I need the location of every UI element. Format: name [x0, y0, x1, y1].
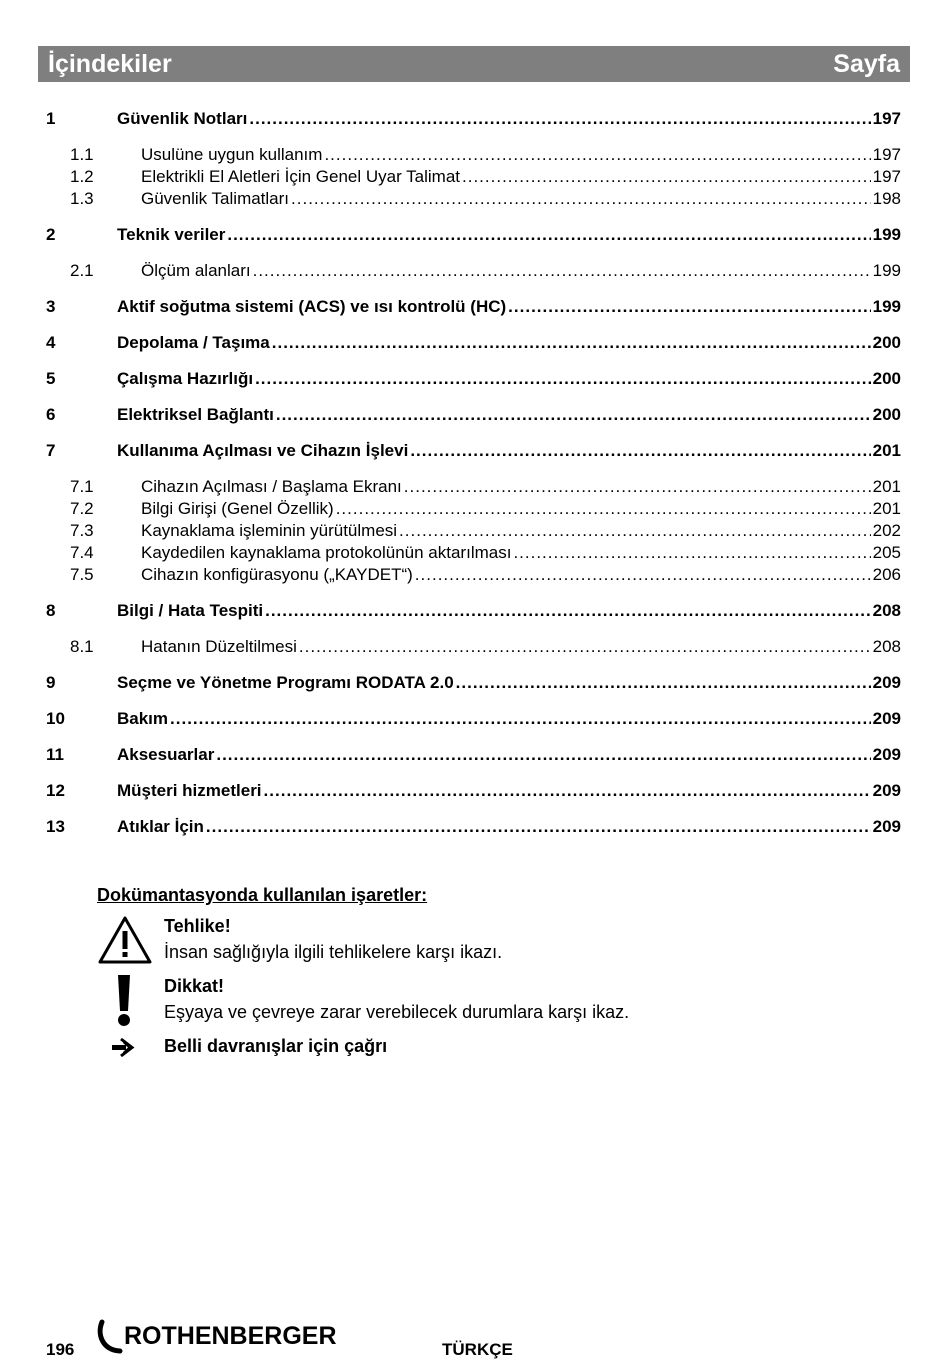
- toc-number: 8.1: [70, 637, 94, 656]
- toc-page-number: 209: [872, 673, 901, 692]
- toc-number: 7.4: [70, 543, 94, 562]
- toc-entry-title: Elektriksel Bağlantı: [117, 405, 274, 424]
- toc-subsection-row[interactable]: [46, 636, 901, 658]
- toc-number: 7.2: [70, 499, 94, 518]
- toc-number: 12: [46, 781, 65, 800]
- toc-page-number: 205: [872, 543, 901, 562]
- toc-entry-title: Aksesuarlar: [117, 745, 215, 764]
- dot-leader: [170, 708, 871, 730]
- toc-number: 5: [46, 369, 56, 388]
- toc-entry-title: Ölçüm alanları: [141, 261, 251, 280]
- legend-caution: [97, 973, 797, 1031]
- toc-entry-title: Cihazın konfigürasyonu („KAYDET“): [141, 565, 413, 584]
- toc-number: 7.5: [70, 565, 94, 584]
- toc-number: 2.1: [70, 261, 94, 280]
- toc-page-number: 209: [872, 781, 901, 800]
- toc-entry-title: Depolama / Taşıma: [117, 333, 270, 352]
- toc-entry-title: Seçme ve Yönetme Programı RODATA 2.0: [117, 673, 454, 692]
- toc-page-number: 200: [872, 405, 901, 424]
- toc-entry-title: Bakım: [117, 709, 169, 728]
- toc-number: 7: [46, 441, 56, 460]
- page-column-label: Sayfa: [833, 49, 900, 78]
- toc-subsection-row[interactable]: [46, 166, 901, 188]
- toc-section-row[interactable]: [46, 332, 901, 354]
- dot-leader: [324, 144, 870, 166]
- toc-entry-title: Aktif soğutma sistemi (ACS) ve ısı kontrolü (HC): [117, 297, 507, 316]
- toc-entry-title: Bilgi Girişi (Genel Özellik): [141, 499, 334, 518]
- toc-entry-title: Kullanıma Açılması ve Cihazın İşlevi: [117, 441, 409, 460]
- toc-number: 1: [46, 109, 56, 128]
- toc-section-row[interactable]: [46, 296, 901, 318]
- warning-triangle-icon: [97, 915, 153, 965]
- dot-leader: [508, 296, 870, 318]
- language-label: TÜRKÇE: [442, 1340, 513, 1359]
- toc-section-row[interactable]: [46, 816, 901, 838]
- dot-leader: [264, 780, 871, 802]
- toc-title: İçindekiler: [48, 49, 172, 78]
- toc-section-row[interactable]: [46, 600, 901, 622]
- arrow-right-icon: [97, 1037, 153, 1059]
- toc-number: 2: [46, 225, 56, 244]
- dot-leader: [227, 224, 870, 246]
- toc-section-row[interactable]: [46, 780, 901, 802]
- toc-subsection-row[interactable]: [46, 520, 901, 542]
- toc-page-number: 197: [872, 109, 901, 128]
- toc-page-number: 209: [872, 817, 901, 836]
- toc-number: 3: [46, 297, 56, 316]
- toc-subsection-row[interactable]: [46, 144, 901, 166]
- toc-number: 9: [46, 673, 56, 692]
- toc-entry-title: Teknik veriler: [117, 225, 226, 244]
- toc-number: 1.3: [70, 189, 94, 208]
- dot-leader: [276, 404, 871, 426]
- toc-entry-title: Müşteri hizmetleri: [117, 781, 262, 800]
- dot-leader: [456, 672, 871, 694]
- dot-leader: [404, 476, 871, 498]
- legend-caution-label: Dikkat!: [164, 976, 225, 996]
- dot-leader: [206, 816, 871, 838]
- dot-leader: [249, 108, 870, 130]
- toc-subsection-row[interactable]: [46, 476, 901, 498]
- toc-page-number: 200: [872, 369, 901, 388]
- toc-section-row[interactable]: [46, 368, 901, 390]
- toc-entry-title: Hatanın Düzeltilmesi: [141, 637, 297, 656]
- toc-section-row[interactable]: [46, 404, 901, 426]
- toc-section-row[interactable]: [46, 672, 901, 694]
- brand-name: ROTHENBERGER: [124, 1322, 337, 1350]
- toc-page-number: 201: [872, 499, 901, 518]
- toc-subsection-row[interactable]: [46, 498, 901, 520]
- toc-page-number: 201: [872, 441, 901, 460]
- toc-page-number: 206: [872, 565, 901, 584]
- toc-page-number: 199: [872, 261, 901, 280]
- legend: [97, 883, 797, 1059]
- toc-entry-title: Güvenlik Talimatları: [141, 189, 290, 208]
- toc-number: 13: [46, 817, 65, 836]
- dot-leader: [216, 744, 870, 766]
- toc-number: 11: [46, 745, 64, 764]
- toc-page-number: 201: [872, 477, 901, 496]
- toc-page-number: 208: [872, 601, 901, 620]
- toc-section-row[interactable]: [46, 744, 901, 766]
- toc-page-number: 197: [872, 167, 901, 186]
- toc-page-number: 209: [872, 745, 901, 764]
- toc-section-row[interactable]: [46, 108, 901, 130]
- toc-page-number: 197: [872, 145, 901, 164]
- toc-number: 7.3: [70, 521, 94, 540]
- rothenberger-logo: [96, 1318, 356, 1358]
- dot-leader: [410, 440, 870, 462]
- dot-leader: [336, 498, 871, 520]
- toc-entry-title: Cihazın Açılması / Başlama Ekranı: [141, 477, 402, 496]
- toc-section-row[interactable]: [46, 440, 901, 462]
- toc-page-number: 199: [872, 297, 901, 316]
- toc-entry-title: Çalışma Hazırlığı: [117, 369, 254, 388]
- toc-entry-title: Kaydedilen kaynaklama protokolünün aktarılması: [141, 543, 512, 562]
- dot-leader: [291, 188, 871, 210]
- dot-leader: [513, 542, 870, 564]
- toc-entry-title: Usulüne uygun kullanım: [141, 145, 323, 164]
- legend-danger: [97, 913, 797, 969]
- legend-danger-label: Tehlike!: [164, 916, 231, 936]
- dot-leader: [415, 564, 871, 586]
- toc-number: 1.2: [70, 167, 94, 186]
- toc-entry-title: Atıklar İçin: [117, 817, 204, 836]
- toc-header: [38, 46, 910, 82]
- toc-page-number: 202: [872, 521, 901, 540]
- dot-leader: [299, 636, 871, 658]
- page-number: 196: [46, 1340, 75, 1359]
- dot-leader: [253, 260, 871, 282]
- toc-number: 6: [46, 405, 56, 424]
- toc-section-row[interactable]: [46, 224, 901, 246]
- legend-action-label: Belli davranışlar için çağrı: [164, 1036, 388, 1056]
- toc-page-number: 199: [872, 225, 901, 244]
- toc-number: 4: [46, 333, 56, 352]
- dot-leader: [265, 600, 871, 622]
- toc-entry-title: Elektrikli El Aletleri İçin Genel Uyar Talimat: [141, 167, 461, 186]
- toc-number: 10: [46, 709, 65, 728]
- table-of-contents: [46, 108, 901, 838]
- toc-entry-title: Güvenlik Notları: [117, 109, 248, 128]
- exclamation-icon: [97, 973, 153, 1027]
- dot-leader: [462, 166, 871, 188]
- dot-leader: [255, 368, 871, 390]
- legend-action: [97, 1033, 797, 1059]
- toc-page-number: 200: [872, 333, 901, 352]
- legend-danger-text: İnsan sağlığıyla ilgili tehlikelere karşı ikazı.: [164, 942, 503, 962]
- toc-subsection-row[interactable]: [46, 260, 901, 282]
- toc-number: 7.1: [70, 477, 94, 496]
- legend-caution-text: Eşyaya ve çevreye zarar verebilecek durumlara karşı ikaz.: [164, 1002, 630, 1022]
- dot-leader: [272, 332, 871, 354]
- toc-number: 8: [46, 601, 56, 620]
- toc-subsection-row[interactable]: [46, 564, 901, 586]
- toc-entry-title: Bilgi / Hata Tespiti: [117, 601, 264, 620]
- legend-title: Dokümantasyonda kullanılan işaretler:: [97, 885, 428, 905]
- toc-number: 1.1: [70, 145, 94, 164]
- toc-page-number: 198: [872, 189, 901, 208]
- toc-entry-title: Kaynaklama işleminin yürütülmesi: [141, 521, 398, 540]
- toc-page-number: 208: [872, 637, 901, 656]
- toc-page-number: 209: [872, 709, 901, 728]
- toc-subsection-row[interactable]: [46, 542, 901, 564]
- dot-leader: [399, 520, 871, 542]
- toc-section-row[interactable]: [46, 708, 901, 730]
- toc-subsection-row[interactable]: [46, 188, 901, 210]
